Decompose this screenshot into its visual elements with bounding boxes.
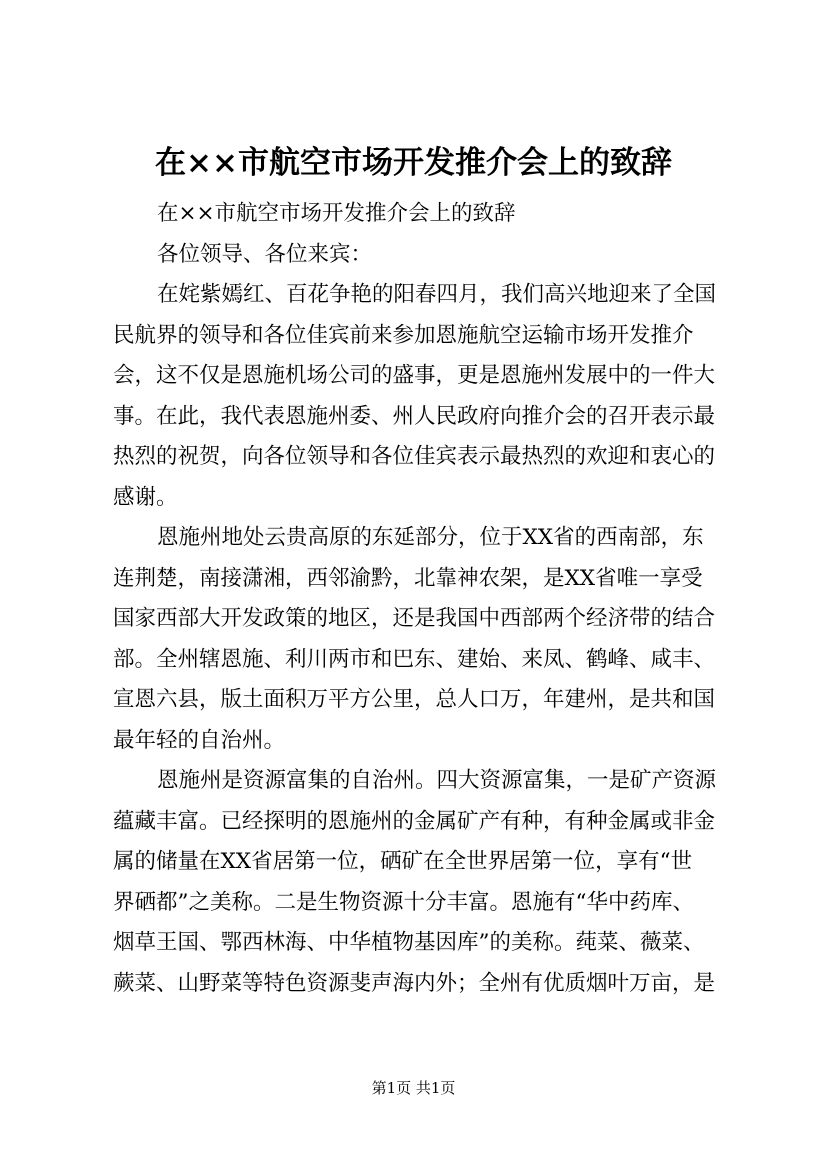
paragraph-line: 属的储量在XX省居第一位，硒矿在全世界居第一位，享有“世 [113,849,693,874]
paragraph-1 [113,275,741,518]
paragraph-line: 感谢。 [113,484,178,510]
paragraph-line: 烟草王国、鄂西林海、中华植物基因库”的美称。莼菜、薇菜、 [113,930,705,955]
paragraph-line: 事。在此，我代表恩施州委、州人民政府向推介会的召开表示最 [113,403,716,429]
paragraph-line: 连荆楚，南接潇湘，西邻渝黔，北靠神农架，是XX省唯一享受 [113,565,703,591]
document-subtitle: 在××市航空市场开发推介会上的致辞 [157,201,516,226]
paragraph-line: 热烈的祝贺，向各位领导和各位佳宾表示最热烈的欢迎和衷心的 [113,444,716,469]
paragraph-line: 在姹紫嫣红、百花争艳的阳春四月，我们高兴地迎来了全国 [157,282,717,307]
paragraph-line: 蕨菜、山野菜等特色资源斐声海内外；全州有优质烟叶万亩，是 [113,970,716,996]
paragraph-line: 会，这不仅是恩施机场公司的盛事，更是恩施州发展中的一件大 [113,363,716,388]
paragraph-line: 界硒都”之美称。二是生物资源十分丰富。恩施有“华中药库、 [113,889,694,915]
paragraph-line: 蕴藏丰富。已经探明的恩施州的金属矿产有种，有种金属或非金 [113,808,716,834]
paragraph-2 [113,518,741,761]
document-title: 在××市航空市场开发推介会上的致辞 [155,145,672,181]
page-footer: 第1页 共1页 [371,1079,456,1097]
salutation: 各位领导、各位来宾： [157,241,373,267]
paragraph-line: 最年轻的自治州。 [113,727,286,753]
paragraph-line: 宣恩六县，版土面积万平方公里，总人口万，年建州，是共和国 [113,687,716,712]
paragraph-3 [113,761,741,1004]
document-body [113,194,741,1004]
paragraph-line: 恩施州是资源富集的自治州。四大资源富集，一是矿产资源 [157,768,717,793]
paragraph-line: 部。全州辖恩施、利川两市和巴东、建始、来凤、鹤峰、咸丰、 [113,646,716,672]
paragraph-line: 恩施州地处云贵高原的东延部分，位于XX省的西南部，东 [157,525,704,550]
paragraph-line: 民航界的领导和各位佳宾前来参加恩施航空运输市场开发推介 [113,322,694,348]
paragraph-line: 国家西部大开发政策的地区，还是我国中西部两个经济带的结合 [113,606,716,631]
